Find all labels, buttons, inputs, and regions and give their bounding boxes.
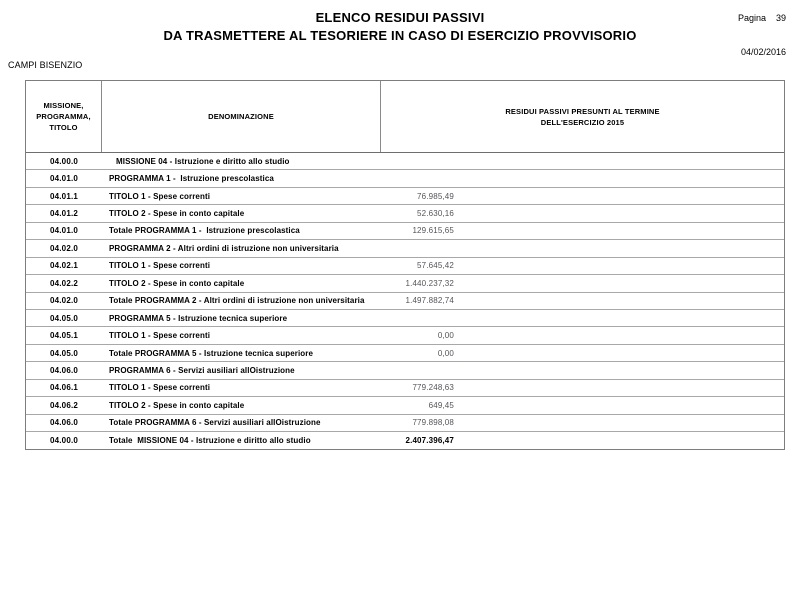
cell-denominazione: TITOLO 1 - Spese correnti (109, 191, 211, 201)
cell-codice: 04.02.1 (49, 261, 79, 271)
cell-residui-importo: 52.630,16 (417, 209, 454, 219)
table-row (26, 293, 784, 310)
table-row (26, 275, 784, 292)
cell-codice: 04.01.0 (49, 174, 79, 184)
cell-codice: 04.01.0 (49, 226, 79, 236)
table-row (26, 415, 784, 432)
cell-residui-importo: 0,00 (437, 331, 454, 341)
document-date: 04/02/2016 (740, 47, 786, 57)
cell-denominazione: TITOLO 1 - Spese correnti (109, 331, 211, 341)
column-header-denominazione: DENOMINAZIONE (102, 81, 381, 152)
cell-codice: 04.01.1 (49, 191, 79, 201)
cell-residui-importo: 2.407.396,47 (405, 436, 454, 446)
cell-denominazione: Totale PROGRAMMA 2 - Altri ordini di istruzione non universitaria (109, 296, 365, 306)
cell-codice: 04.06.2 (49, 400, 79, 410)
column-header-residui (381, 81, 784, 152)
page-subtitle: DA TRASMETTERE AL TESORIERE IN CASO DI ESERCIZIO PROVVISORIO (163, 28, 637, 43)
cell-residui-importo: 1.497.882,74 (405, 296, 454, 306)
cell-codice: 04.00.0 (49, 436, 79, 446)
cell-residui-importo: 1.440.237,32 (405, 278, 454, 288)
cell-residui-importo: 129.615,65 (412, 226, 454, 236)
table-row (26, 397, 784, 414)
table-row (26, 188, 784, 205)
cell-codice: 04.02.0 (49, 243, 79, 253)
cell-codice: 04.05.0 (49, 348, 79, 358)
table-row (26, 153, 784, 170)
cell-denominazione: Totale PROGRAMMA 5 - Istruzione tecnica superiore (109, 348, 314, 358)
table-header-row (26, 81, 784, 153)
cell-codice: 04.06.0 (49, 418, 79, 428)
column-header-codice (26, 81, 102, 152)
table-body (26, 153, 784, 449)
residui-passivi-table (25, 80, 785, 450)
table-row (26, 432, 784, 449)
cell-denominazione: TITOLO 1 - Spese correnti (109, 261, 211, 271)
column-header-codice-line3: TITOLO (49, 123, 78, 132)
cell-residui-importo: 57.645,42 (417, 261, 454, 271)
cell-codice: 04.00.0 (49, 156, 79, 166)
page-title: ELENCO RESIDUI PASSIVI (315, 10, 485, 25)
table-row (26, 380, 784, 397)
cell-codice: 04.06.1 (49, 383, 79, 393)
cell-residui-importo: 0,00 (437, 348, 454, 358)
cell-codice: 04.02.2 (49, 278, 79, 288)
cell-denominazione: PROGRAMMA 1 - Istruzione prescolastica (109, 174, 274, 184)
page-number-label: Pagina (737, 13, 766, 23)
cell-residui-importo: 649,45 (428, 400, 454, 410)
column-header-codice-line2: PROGRAMMA, (36, 112, 91, 121)
cell-denominazione: PROGRAMMA 6 - Servizi ausiliari allOistruzione (109, 365, 295, 375)
cell-codice: 04.06.0 (49, 365, 79, 375)
table-row (26, 362, 784, 379)
table-row (26, 223, 784, 240)
document-title-block (0, 10, 800, 44)
cell-residui-importo: 779.898,08 (412, 418, 454, 428)
cell-denominazione: TITOLO 1 - Spese correnti (109, 383, 211, 393)
cell-denominazione: TITOLO 2 - Spese in conto capitale (109, 278, 245, 288)
cell-codice: 04.01.2 (49, 209, 79, 219)
cell-codice: 04.05.1 (49, 331, 79, 341)
cell-denominazione: Totale PROGRAMMA 1 - Istruzione prescolastica (109, 226, 300, 236)
cell-denominazione: TITOLO 2 - Spese in conto capitale (109, 209, 245, 219)
table-row (26, 310, 784, 327)
cell-denominazione: PROGRAMMA 5 - Istruzione tecnica superiore (109, 313, 288, 323)
entity-name: CAMPI BISENZIO (8, 60, 83, 70)
cell-residui-importo: 76.985,49 (417, 191, 454, 201)
table-row (26, 258, 784, 275)
cell-denominazione: Totale PROGRAMMA 6 - Servizi ausiliari allOistruzione (109, 418, 321, 428)
table-row (26, 170, 784, 187)
page-number-value: 39 (775, 13, 786, 23)
cell-denominazione: MISSIONE 04 - Istruzione e diritto allo studio (116, 156, 290, 166)
cell-denominazione: Totale MISSIONE 04 - Istruzione e diritto allo studio (109, 436, 311, 446)
table-row (26, 205, 784, 222)
cell-residui-importo: 779.248,63 (412, 383, 454, 393)
cell-denominazione: TITOLO 2 - Spese in conto capitale (109, 400, 245, 410)
column-header-residui-line2: DELL'ESERCIZIO 2015 (540, 117, 625, 127)
column-header-residui-line1: RESIDUI PASSIVI PRESUNTI AL TERMINE (505, 106, 660, 116)
table-row (26, 327, 784, 344)
table-row (26, 345, 784, 362)
page-number-block (738, 13, 786, 23)
table-row (26, 240, 784, 257)
cell-codice: 04.05.0 (49, 313, 79, 323)
cell-denominazione: PROGRAMMA 2 - Altri ordini di istruzione non universitaria (109, 243, 339, 253)
cell-codice: 04.02.0 (49, 296, 79, 306)
column-header-codice-line1: MISSIONE, (43, 101, 84, 110)
